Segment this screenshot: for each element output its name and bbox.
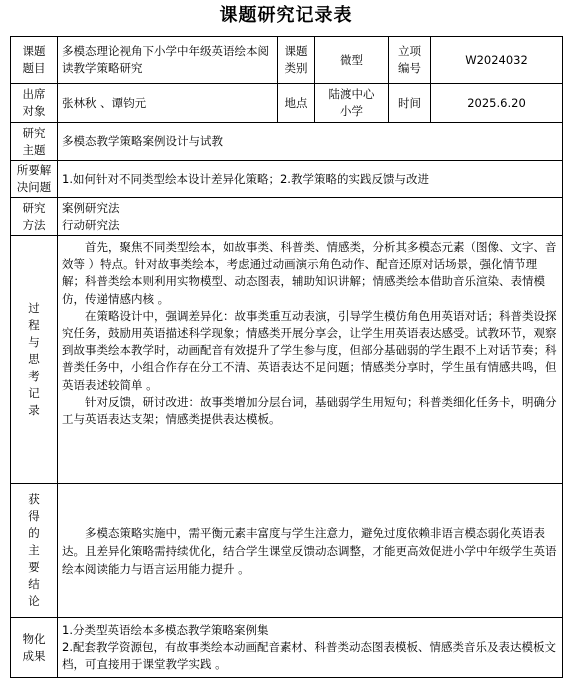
document-title: 课题研究记录表 (219, 5, 353, 26)
row-results (11, 618, 563, 678)
row-conclusion (11, 484, 563, 618)
problems-label: 所要解 决问题 (11, 161, 58, 198)
place-label: 地点 (278, 84, 315, 123)
results-label: 物化 成果 (11, 618, 58, 678)
method-item: 行动研究法 (62, 217, 120, 232)
process-label: 过 程 与 思 考 记 录 (11, 236, 58, 484)
topic-value: 多模态理论视角下小学中年级英语绘本阅读教学策略研究 (58, 37, 278, 84)
methods-value (58, 198, 563, 236)
time-value: 2025.6.20 (431, 84, 563, 123)
problems-value: 1.如何针对不同类型绘本设计差异化策略；2.教学策略的实践反馈与改进 (58, 161, 563, 198)
row-theme (11, 123, 563, 161)
theme-label: 研究 主题 (11, 123, 58, 161)
row-attendance (11, 84, 563, 123)
time-label: 时间 (389, 84, 431, 123)
process-paragraph: 针对反馈，研讨改进：故事类增加分层台词，基础弱学生用短句；科普类细化任务卡，明确分工与英语表达支架；情感类提供表达模板。 (62, 394, 557, 427)
attend-label: 出席 对象 (11, 84, 58, 123)
code-label: 立项 编号 (389, 37, 431, 84)
result-item: 1.分类型英语绘本多模态教学策略案例集 (62, 623, 269, 637)
row-process (11, 236, 563, 484)
type-value: 微型 (315, 37, 389, 84)
type-label: 课题 类别 (278, 37, 315, 84)
row-methods (11, 198, 563, 236)
result-item: 2.配套教学资源包，有故事类绘本动画配音素材、科普类动态图表模板、情感类音乐及表达模板文档，可直接用于课堂教学实践 。 (62, 640, 556, 671)
process-paragraph: 首先，聚焦不同类型绘本，如故事类、科普类、情感类，分析其多模态元素（图像、文字、音效等 ）特点。针对故事类绘本，考虑通过动画演示角色动作、配音还原对话场景，强化情节理解；科普类绘本则利用实物模型、动态图表，辅助知识讲解；情感类绘本借助音乐渲染、表情模仿，传递情感内核 。 (62, 240, 557, 306)
row-problems (11, 161, 563, 198)
code-value: W2024032 (431, 37, 563, 84)
method-item: 案例研究法 (62, 200, 120, 215)
record-table (10, 36, 563, 678)
conclusion-content (58, 484, 563, 618)
conclusion-label: 获 得 的 主 要 结 论 (11, 484, 58, 618)
place-value: 陆渡中心 小学 (315, 84, 389, 123)
results-content (58, 618, 563, 678)
topic-label: 课题 题目 (11, 37, 58, 84)
process-paragraph: 在策略设计中，强调差异化：故事类重互动表演，引导学生模仿角色用英语对话；科普类设探究任务，鼓励用英语描述科学现象；情感类开展分享会，让学生用英语表达感受。试教环节，观察到故事类绘本教学时，动画配音有效提升了学生参与度，但部分基础弱的学生跟不上对话节奏；科普类任务中，小组合作存在分工不清、英语表达不足问题；情感类分享时，学生虽有情感共鸣，但英语表述较简单 。 (62, 308, 557, 392)
attend-value: 张林秋 、谭钧元 (58, 84, 278, 123)
methods-label: 研究 方法 (11, 198, 58, 236)
row-topic (11, 37, 563, 84)
theme-value: 多模态教学策略案例设计与试教 (58, 123, 563, 161)
conclusion-text: 多模态策略实施中，需平衡元素丰富度与学生注意力，避免过度依赖非语言模态弱化英语表达。且差异化策略需持续优化，结合学生课堂反馈动态调整，才能更高效促进小学中年级学生英语绘本阅读能力与语言运用能力提升 。 (62, 525, 557, 576)
process-content (58, 236, 563, 484)
